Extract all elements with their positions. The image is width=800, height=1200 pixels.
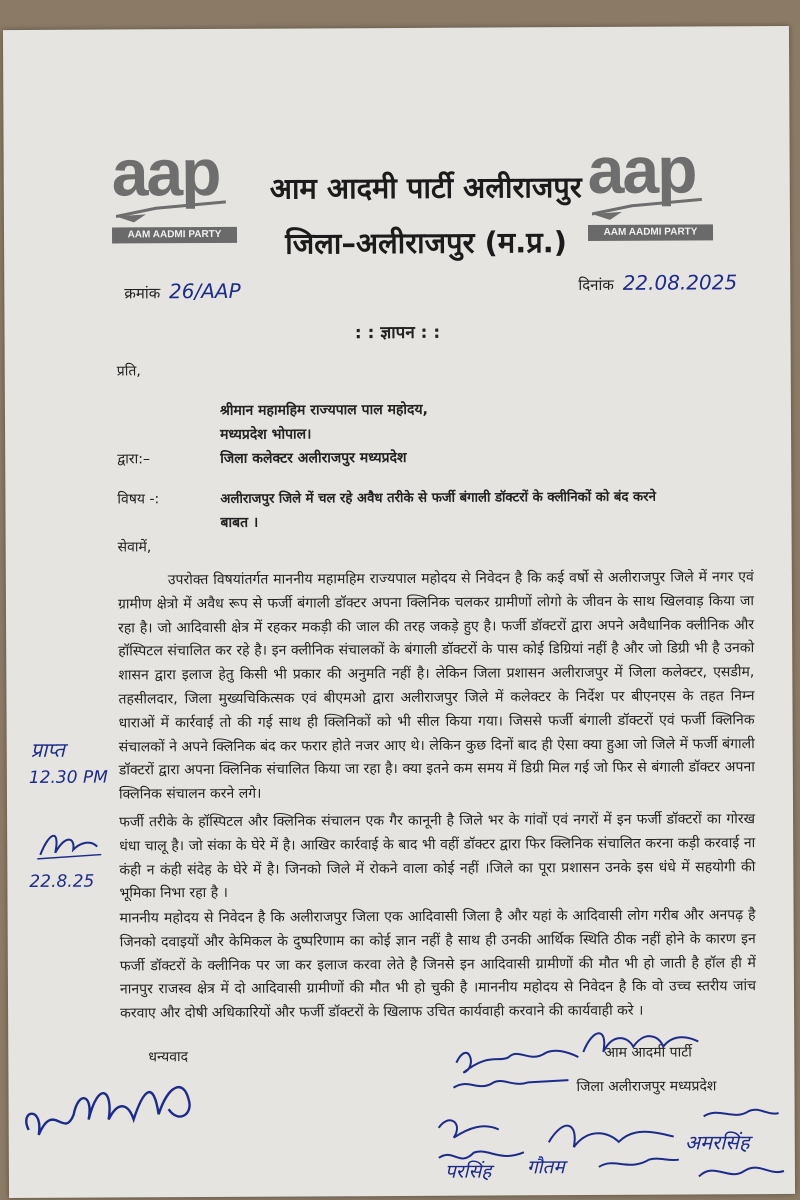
signature-kamlesh xyxy=(578,1021,718,1062)
received-time: 12.30 PM xyxy=(28,767,108,788)
letter-page xyxy=(3,26,795,1198)
district-name: जिला–अलीराजपुर (म.प्र.) xyxy=(285,225,568,261)
received-date: 22.8.25 xyxy=(29,871,95,892)
received-word: प्राप्त xyxy=(30,737,65,762)
logo-word: aap xyxy=(587,132,696,208)
paragraph-1: उपरोक्त विषयांतर्गत माननीय महामहिम राज्यपाल महोदय से निवेदन है कि कई वर्षो से अलीराजपुर जिले में नगर एवं ग्रामीण क्षेत्रो में अवैध रूप से फर्जी बंगाली डॉक्टर अपना क्लिनिक चलकर ग्रामीणों लोगो के जीवन के साथ खिलवाड़ किया जा रहा है। जो आदिवासी क्षेत्र में रहकर मकड़ी की जाल की तरह जकड़े हुए है। फर्जी डॉक्टरों द्वारा अपने अवैधानिक क्लीनिक और हॉस्पिटल संचालित कर रहे है। इन क्लीनिक संचालकों के बंगाली डॉक्टरों के पास कोई डिग्रियां नहीं है और जो डिग्री भी है उनको शासन द्वारा इलाज हेतु किसी भी प्रकार की अनुमति नहीं है। लेकिन जिला प्रशासन अलीराजपुर में जिला कलेक्टर, एसडीम, तहसीलदार, जिला मुख्यचिकित्सक एवं बीएमओ द्वारा अलीराजपुर जिले में कलेक्टर के निर्देश पर बीएनएस के तहत निम्न धाराओं में कार्रवाई तो की गई साथ ही क्लिनिकों को भी सील किया गया। जिससे फर्जी बंगाली डॉक्टरों एवं फर्जी क्लिनिक संचालकों ने अपने क्लिनिक बंद कर फरार होते नजर आए थे। लेकिन कुछ दिनों बाद ही ऐसा क्या हुआ जो जिले में फर्जी बंगाली डॉक्टरों द्वारा अपना क्लिनिक संचालित किया जा रहा है। क्या इतने कम समय में डिग्री मिल गई जो फिर से बंगाली डॉक्टर अपना क्लिनिक संचालन करने लगे। xyxy=(117,569,755,803)
paragraph-3: माननीय महोदय से निवेदन है कि अलीराजपुर जिला एक आदिवासी जिला है और यहां के आदिवासी लोग गरीब और अनपढ़ है जिनको दवाइयों और केमिकल के दुष्परिणाम का कोई ज्ञान नहीं है साथ ही उनकी आर्थिक स्थिति ठीक नहीं होने के कारण इन फर्जी डॉक्टरों के क्लीनिक पर जा कर इलाज करवा लेते है जिनसे इन आदिवासी ग्रामीणों की मौत भी हो जाती है हॉल ही में नानपुर राजस्व क्षेत्र में दो आदिवासी ग्रामीणों की मौत भी हो चुकी है ।माननीय महोदय से निवेदन है कि वो उच्च स्तरीय जांच करवाए और दोषी अधिकारियों और फर्जी डॉक्टरों के खिलाफ उचित कार्यवाही करवाने की कार्यवाही करे । xyxy=(119,907,757,1022)
prati-label: प्रति, xyxy=(116,363,141,380)
reference-number xyxy=(124,279,240,304)
logo-word: aap xyxy=(111,134,220,210)
paragraph-2: फर्जी तरीके के हॉस्पिटल और क्लिनिक संचालन एक गैर कानूनी है जिले भर के गांवों एवं नगरों में इन फर्जी डॉक्टरों का गोरख धंधा चालू है। जो संका के घेरे में है। आखिर कार्रवाई के बाद भी वहीं डॉक्टर द्वारा फिर क्लिनिक संचालित करना कड़ी करवाई ना कंही न कंही संदेह के घेरे में है। जिनको जिले में रोकने वाला कोई नहीं ।जिले का पूरा प्रशासन उनके इस धंधे में सहयोगी की भूमिका निभा रहा है । xyxy=(119,811,756,902)
logo-band: AAM AADMI PARTY xyxy=(112,227,237,244)
salutation: सेवामें, xyxy=(117,539,152,556)
broom-icon xyxy=(592,191,707,222)
closing-thanks: धन्यवाद xyxy=(148,1049,189,1066)
subject-line1: अलीराजपुर जिले में चल रहे अवैध तरीके से फर्जी बंगाली डॉक्टरों के क्लीनिकों को बंद करने xyxy=(220,489,656,507)
reference-number-label: क्रमांक xyxy=(124,284,161,303)
logo-band: AAM AADMI PARTY xyxy=(588,224,713,241)
signature-parsingh: परसिंह xyxy=(444,1160,492,1183)
memo-heading: : : ज्ञापन : : xyxy=(354,322,441,344)
broom-icon xyxy=(116,194,231,225)
signature-amarsingh: अमरसिंह xyxy=(684,1130,750,1155)
addressee-line2: मध्यप्रदेश भोपाल। xyxy=(220,426,312,443)
signature-district: जिला अलीराजपुर मध्यप्रदेश xyxy=(576,1078,717,1096)
signature-left xyxy=(18,1059,218,1150)
signature-party: आम आदमी पार्टी xyxy=(604,1044,692,1061)
subject-label: विषय -: xyxy=(117,491,160,508)
signature-amarsingh-marks xyxy=(689,1101,790,1198)
subject-line2: बाबत । xyxy=(220,514,259,531)
reference-date-value: 22.08.2025 xyxy=(622,270,738,295)
via-value: जिला कलेक्टर अलीराजपुर मध्यप्रदेश xyxy=(220,449,407,467)
aap-logo-right xyxy=(587,132,714,247)
via-label: द्वारा:– xyxy=(117,451,150,468)
party-name: आम आदमी पार्टी अलीराजपुर xyxy=(269,170,582,206)
reference-date xyxy=(578,270,737,295)
signature-gautam: गौतम xyxy=(526,1156,565,1179)
reference-number-value: 26/AAP xyxy=(168,278,241,304)
signature-bhadur xyxy=(448,1032,588,1108)
aap-logo-left xyxy=(111,134,238,250)
received-initials xyxy=(35,825,105,865)
reference-date-label: दिनांक xyxy=(578,275,614,295)
addressee-line1: श्रीमान महामहिम राज्यपाल पाल महोदय, xyxy=(219,401,428,419)
